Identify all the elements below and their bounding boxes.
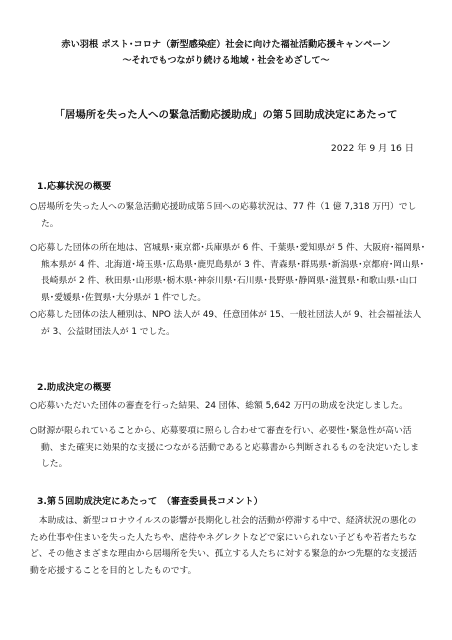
section-1-item: ○居場所を失った人への緊急活動応援助成第５回への応募状況は、77 件（1 億 7,318 万円）でした。 — [30, 202, 417, 229]
section-2-heading: 2.助成決定の概要 — [37, 382, 112, 393]
campaign-title: 赤い羽根 ポスト･コロナ（新型感染症）社会に向けた福祉活動応援キャンペーン — [61, 39, 391, 50]
section-1-item: ○応募した団体の所在地は、宮城県･東京都･兵庫県が 6 件、千葉県･愛知県が 5 件、大阪府･福岡県･熊本県が 4 件、北海道･埼玉県･広島県･鹿児島県が 3 件、青森県･群馬県･新潟県･京都府･岡山県･長崎県が 2 件、秋田県･山形県･栃木県･神奈川県･石川県･長野県･静岡県･滋賀県･和歌山県･山口県･愛媛県･佐賀県･大分県が 1 件でした。 — [30, 243, 426, 303]
section-1-item: ○応募した団体の法人種別は、NPO 法人が 49、任意団体が 15、一般社団法人が 9、社会福祉法人が 3、公益財団法人が 1 でした。 — [30, 310, 422, 337]
document-date: 2022 年 9 月 16 日 — [330, 143, 414, 154]
section-2-item: ○応募いただいた団体の審査を行った結果、24 団体、総額 5,642 万円の助成を決定しました。 — [30, 401, 408, 411]
document-title: 「居場所を失った人への緊急活動応援助成」の第５回助成決定にあたって — [54, 109, 398, 121]
campaign-subtitle: 〜それでもつながり続ける地域・社会をめざして〜 — [122, 56, 330, 66]
section-1-heading: 1.応募状況の概要 — [37, 181, 112, 192]
section-2-item: ○財源が限られていることから、応募要項に照らし合わせて審査を行い、必要性･緊急性が高い活動、また確実に効果的な支援につながる活動であると応募書から判断されるものを決定いたしました。 — [30, 426, 420, 469]
section-3-body: 本助成は、新型コロナウイルスの影響が長期化し社会的活動が停滞する中で、経済状況の悪化のため仕事や住まいを失った人たちや、虐待やネグレクトなどで家にいられない子どもや若者たちなど、その他さまざまな理由から居場所を失い、孤立する人たちに対する緊急的かつ先駆的な支援活動を応援することを目的としたものです。 — [30, 516, 418, 576]
section-3-heading: 3.第５回助成決定にあたって （審査委員長コメント） — [37, 496, 263, 507]
